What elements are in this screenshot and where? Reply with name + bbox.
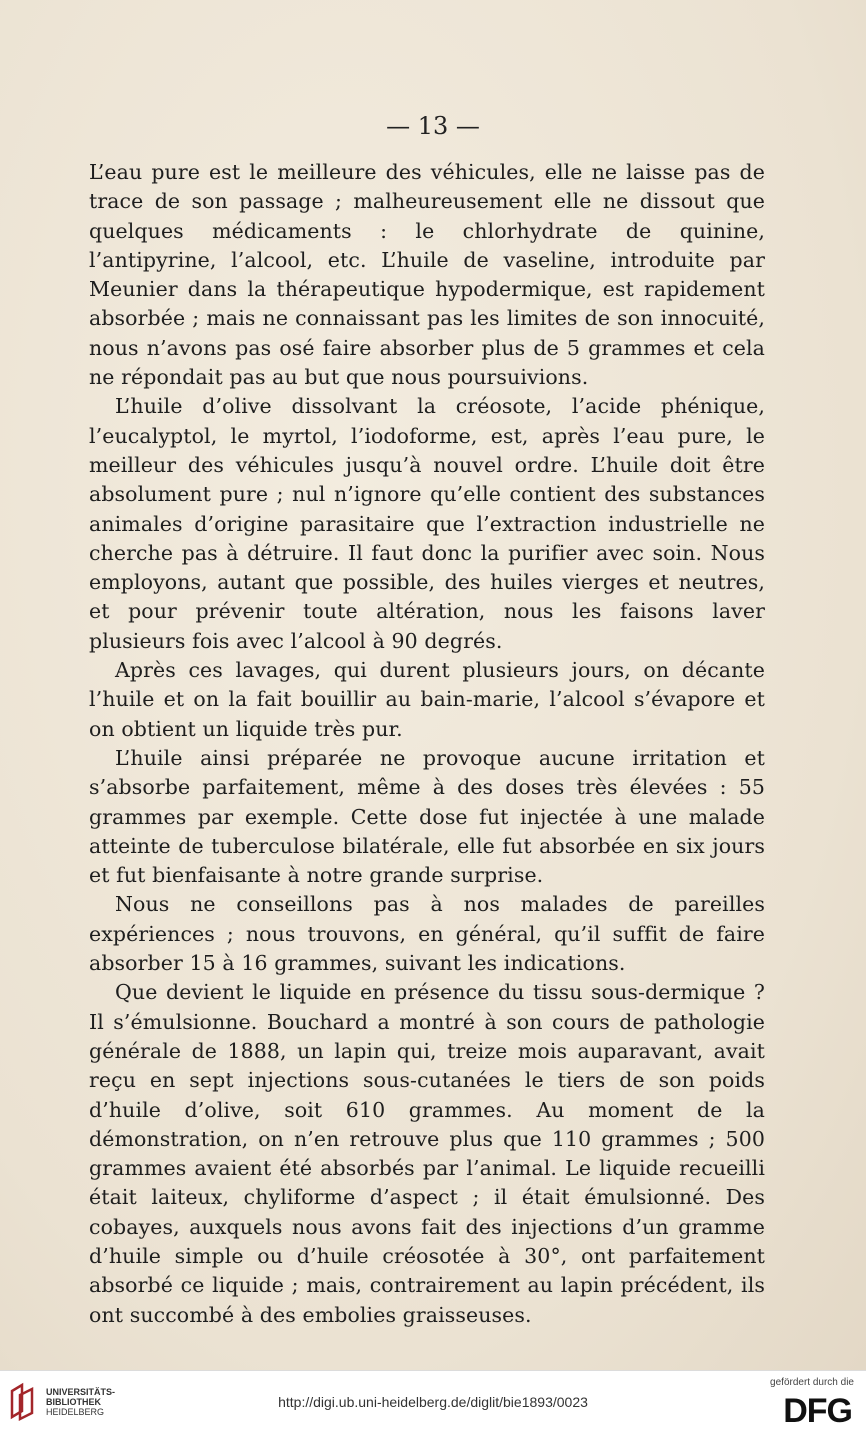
paragraph-1: L’eau pure est le meilleure des véhicules, elle ne laisse pas de trace de son passage ; malheureusement elle ne dissout que quelques médicaments : le chlorhydrate de quinine, l’antipyrine, l’alcool, etc. L’huile de vaseline, introduite par Meunier dans la thérapeutique hypodermique, est rapidement absorbée ; mais ne connaissant pas les limites de son innocuité, nous n’avons pas osé faire absorber plus de 5 grammes et cela ne répondait pas au but que nous poursuivions. <box>89 160 765 390</box>
paragraph-4: L’huile ainsi préparée ne provoque aucune irritation et s’absorbe parfaitement, même à des doses très élevées : 55 grammes par exemple. Cette dose fut injectée à une malade atteinte de tuberculose bilatérale, elle fut absorbée en six jours et fut bienfaisante à notre grande surprise. <box>89 745 765 888</box>
library-name-line2: BIBLIOTHEK <box>46 1397 101 1407</box>
paragraph-3: Après ces lavages, qui durent plusieurs jours, on décante l’huile et on la fait bouillir au bain-marie, l’alcool s’évapore et on obtient un liquide très pur. <box>89 658 765 741</box>
paragraph-5: Nous ne conseillons pas à nos malades de pareilles expériences ; nous trouvons, en général, qu’il suffit de faire absorber 15 à 16 grammes, suivant les indications. <box>89 892 765 976</box>
paragraph-2: L’huile d’olive dissolvant la créosote, l’acide phénique, l’eucalyptol, le myrtol, l’iodoforme, est, après l’eau pure, le meilleur des véhicules jusqu’à nouvel ordre. L’huile doit être absolument pure ; nul n’ignore qu’elle contient des substances animales d’origine parasitaire que l’extraction industrielle ne cherche pas à détruire. Il faut donc la purifier avec soin. Nous employons, autant que possible, des huiles vierges et neutres, et pour prévenir toute altération, nous les faisons laver plusieurs fois avec l’alcool à 90 degrés. <box>89 394 765 653</box>
viewer-footer <box>0 1370 866 1435</box>
page-number: — 13 — <box>386 112 480 140</box>
dfg-logo: DFG <box>783 1392 852 1430</box>
body-text <box>89 158 765 1330</box>
library-name-line1: UNIVERSITÄTS- <box>46 1387 116 1397</box>
paragraph-6: Que devient le liquide en présence du tissu sous-dermique ? Il s’émulsionne. Bouchard a montré à son cours de pathologie générale de 1888, un lapin qui, treize mois auparavant, avait reçu en sept injections sous-cutanées le tiers de son poids d’huile d’olive, soit 610 grammes. Au moment de la démonstration, on n’en retrouve plus que 110 grammes ; 500 grammes avaient été absorbés par l’animal. Le liquide recueilli était laiteux, chyliforme d’aspect ; il était émulsionné. Des cobayes, auxquels nous avons fait des injections d’un gramme d’huile simple ou d’huile créosotée à 30°, ont parfaitement absorbé ce liquide ; mais, contrairement au lapin précédent, ils ont succombé à des embolies graisseuses. <box>89 980 765 1327</box>
library-name-line3: HEIDELBERG <box>46 1407 105 1417</box>
sponsor-label: gefördert durch die <box>770 1377 854 1388</box>
permalink-link[interactable]: http://digi.ub.uni-heidelberg.de/diglit/bie1893/0023 <box>278 1394 588 1410</box>
